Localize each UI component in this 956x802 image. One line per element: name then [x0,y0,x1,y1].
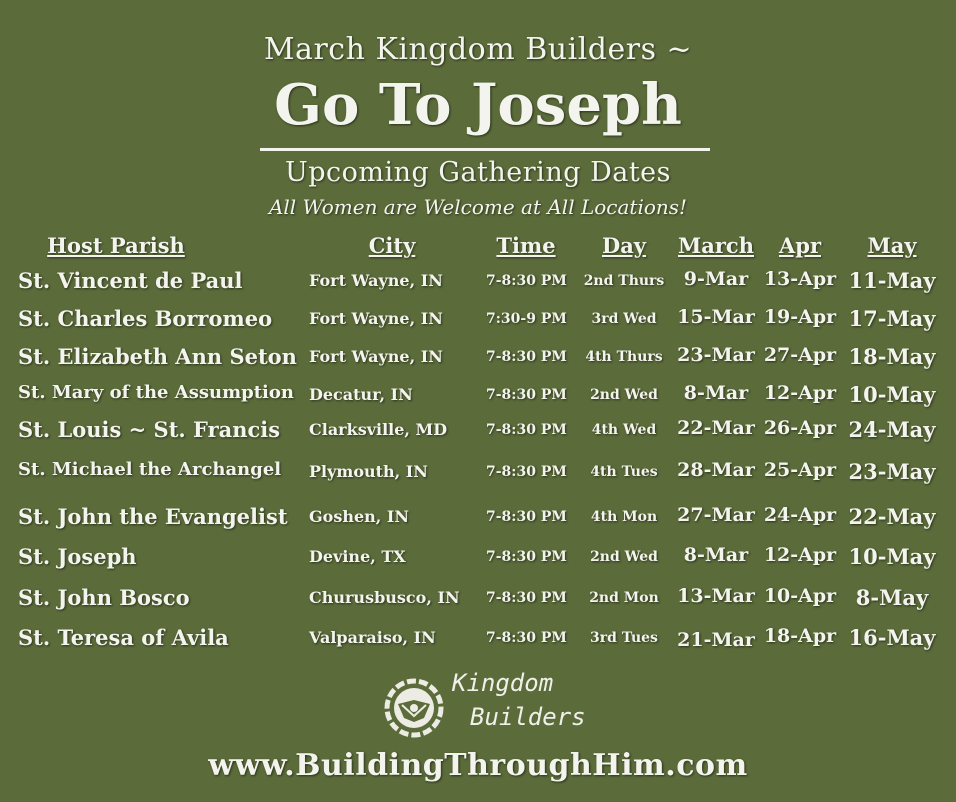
city-cell: Fort Wayne, IN [309,309,443,328]
march-cell: 27-Mar [677,504,755,526]
table-row [0,459,956,489]
city-cell: Devine, TX [309,547,406,566]
day-cell: 2nd Wed [590,549,658,565]
city-cell: Fort Wayne, IN [309,271,443,290]
table-row [0,382,956,412]
apr-cell: 12-Apr [763,382,837,404]
parish-cell: St. John the Evangelist [18,504,288,529]
col-header-day: Day [601,233,647,258]
day-cell: 3rd Wed [591,311,657,327]
city-cell: Valparaiso, IN [309,628,436,647]
may-cell: 16-May [848,625,936,650]
city-cell: Goshen, IN [309,507,410,526]
time-cell: 7-8:30 PM [486,509,567,525]
may-cell: 24-May [848,417,936,442]
apr-cell: 25-Apr [763,459,837,481]
parish-cell: St. Louis ~ St. Francis [18,417,281,442]
apr-cell: 19-Apr [763,306,837,328]
parish-cell: St. Vincent de Paul [18,268,243,293]
parish-cell: St. Teresa of Avila [18,625,229,650]
time-cell: 7-8:30 PM [486,422,567,438]
time-cell: 7-8:30 PM [486,464,567,480]
may-cell: 11-May [848,268,936,293]
time-cell: 7-8:30 PM [486,590,567,606]
day-cell: 4th Thurs [585,349,663,365]
page-title: Go To Joseph [274,72,682,138]
col-header-city: City [368,233,416,258]
day-cell: 2nd Mon [589,590,659,606]
col-header-time: Time [496,233,556,258]
table-row [0,625,956,655]
kingdom-builders-emblem-icon [384,678,444,738]
may-cell: 18-May [848,344,936,369]
may-cell: 23-May [848,459,936,484]
apr-cell: 10-Apr [763,585,837,607]
day-cell: 3rd Tues [590,630,658,646]
col-header-parish: Host Parish [47,233,185,258]
website-link[interactable]: www.BuildingThroughHim.com [208,748,748,783]
parish-cell: St. Elizabeth Ann Seton [18,344,297,369]
table-row [0,306,956,336]
day-cell: 4th Mon [590,509,658,525]
time-cell: 7-8:30 PM [486,349,567,365]
day-cell: 4th Wed [591,422,657,438]
march-cell: 23-Mar [677,344,755,366]
march-cell: 22-Mar [677,417,755,439]
may-cell: 10-May [848,544,936,569]
time-cell: 7-8:30 PM [486,387,567,403]
march-cell: 28-Mar [677,459,755,481]
day-cell: 2nd Wed [590,387,658,403]
march-cell: 21-Mar [677,629,755,651]
city-cell: Plymouth, IN [309,462,428,481]
table-row [0,504,956,534]
apr-cell: 13-Apr [763,268,837,290]
time-cell: 7:30-9 PM [486,311,567,327]
parish-cell: St. John Bosco [18,585,190,610]
apr-cell: 24-Apr [763,504,837,526]
title-divider [260,148,710,151]
city-cell: Clarksville, MD [309,420,448,439]
subtitle: Upcoming Gathering Dates [284,157,672,188]
logo-line2: Builders [470,703,586,731]
apr-cell: 26-Apr [763,417,837,439]
time-cell: 7-8:30 PM [486,630,567,646]
march-cell: 8-Mar [683,544,749,566]
march-cell: 8-Mar [683,382,749,404]
logo-line1: Kingdom [452,669,554,697]
parish-cell: St. Mary of the Assumption [18,382,294,403]
day-cell: 2nd Thurs [583,273,665,289]
may-cell: 10-May [848,382,936,407]
march-cell: 13-Mar [677,585,755,607]
march-cell: 15-Mar [677,306,755,328]
table-row [0,268,956,298]
table-row [0,585,956,615]
city-cell: Churusbusco, IN [309,588,460,607]
logo-text [452,666,622,734]
city-cell: Fort Wayne, IN [309,347,443,366]
march-cell: 9-Mar [683,268,749,290]
header-line1: March Kingdom Builders ~ [263,32,693,67]
city-cell: Decatur, IN [309,385,413,404]
apr-cell: 18-Apr [763,625,837,647]
table-row [0,417,956,447]
col-header-apr: Apr [778,233,822,258]
time-cell: 7-8:30 PM [486,273,567,289]
may-cell: 22-May [848,504,936,529]
parish-cell: St. Joseph [18,544,137,569]
parish-cell: St. Michael the Archangel [18,459,282,480]
col-header-may: May [867,233,917,258]
time-cell: 7-8:30 PM [486,549,567,565]
apr-cell: 12-Apr [763,544,837,566]
apr-cell: 27-Apr [763,344,837,366]
table-row [0,344,956,374]
welcome-text: All Women are Welcome at All Locations! [268,195,688,219]
may-cell: 8-May [855,585,929,610]
day-cell: 4th Tues [590,464,658,480]
parish-cell: St. Charles Borromeo [18,306,273,331]
col-header-march: March [678,233,754,258]
may-cell: 17-May [848,306,936,331]
table-row [0,544,956,574]
